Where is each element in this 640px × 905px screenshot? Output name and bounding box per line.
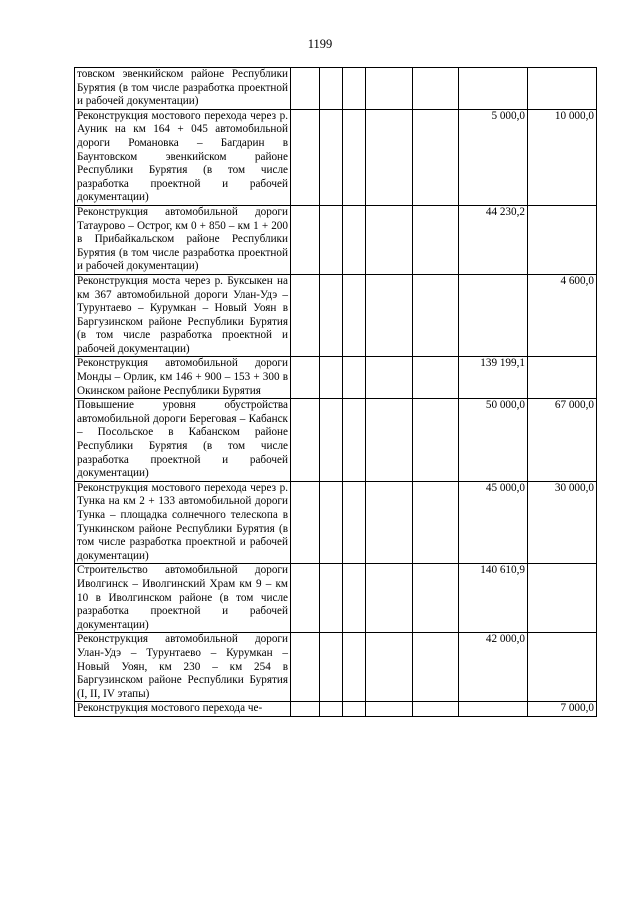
empty-cell — [291, 702, 320, 717]
empty-cell — [343, 399, 366, 482]
value-cell-year-1: 45 000,0 — [459, 481, 528, 564]
empty-cell — [291, 481, 320, 564]
value-cell-year-2 — [528, 68, 597, 110]
empty-cell — [413, 205, 459, 274]
table-row — [75, 564, 597, 633]
empty-cell — [413, 274, 459, 357]
empty-cell — [366, 399, 413, 482]
value-cell-year-2 — [528, 205, 597, 274]
empty-cell — [366, 481, 413, 564]
empty-cell — [413, 702, 459, 717]
empty-cell — [366, 205, 413, 274]
item-name-cell: Реконструкция мостового перехода через р. Ауник на км 164 + 045 автомобильной дороги Романовка – Багдарин в Баунтовском эвенкийском районе Республики Бурятия (в том числе разработка проектной и рабочей документации) — [75, 109, 291, 205]
item-name-cell: Реконструкция мостового перехода че- — [75, 702, 291, 717]
value-cell-year-2 — [528, 357, 597, 399]
table-row — [75, 68, 597, 110]
empty-cell — [320, 357, 343, 399]
empty-cell — [291, 357, 320, 399]
table-row — [75, 481, 597, 564]
value-cell-year-1: 44 230,2 — [459, 205, 528, 274]
empty-cell — [320, 481, 343, 564]
empty-cell — [413, 564, 459, 633]
value-cell-year-1: 50 000,0 — [459, 399, 528, 482]
table-row — [75, 399, 597, 482]
value-cell-year-2 — [528, 564, 597, 633]
empty-cell — [291, 633, 320, 702]
value-cell-year-1: 140 610,9 — [459, 564, 528, 633]
empty-cell — [413, 109, 459, 205]
budget-table — [74, 67, 597, 717]
empty-cell — [320, 702, 343, 717]
empty-cell — [366, 109, 413, 205]
item-name-cell: Повышение уровня обустройства автомобильной дороги Береговая – Кабанск – Посольское в Кабанском районе Республики Бурятия (в том числе разработка проектной и рабочей документации) — [75, 399, 291, 482]
value-cell-year-2: 4 600,0 — [528, 274, 597, 357]
item-name-cell: товском эвенкийском районе Республики Бурятия (в том числе разработка проектной и рабочей документации) — [75, 68, 291, 110]
empty-cell — [366, 633, 413, 702]
empty-cell — [343, 205, 366, 274]
item-name-cell: Реконструкция автомобильной дороги Татаурово – Острог, км 0 + 850 – км 1 + 200 в Прибайкальском районе Республики Бурятия (в том числе разработка проектной и рабочей документации) — [75, 205, 291, 274]
empty-cell — [413, 633, 459, 702]
empty-cell — [291, 109, 320, 205]
empty-cell — [343, 68, 366, 110]
empty-cell — [320, 68, 343, 110]
value-cell-year-1 — [459, 274, 528, 357]
empty-cell — [320, 109, 343, 205]
table-row — [75, 109, 597, 205]
empty-cell — [366, 68, 413, 110]
value-cell-year-1: 42 000,0 — [459, 633, 528, 702]
empty-cell — [291, 274, 320, 357]
value-cell-year-2: 30 000,0 — [528, 481, 597, 564]
empty-cell — [413, 399, 459, 482]
empty-cell — [413, 481, 459, 564]
empty-cell — [291, 399, 320, 482]
empty-cell — [413, 357, 459, 399]
value-cell-year-2: 67 000,0 — [528, 399, 597, 482]
item-name-cell: Строительство автомобильной дороги Иволгинск – Иволгинский Храм км 9 – км 10 в Иволгинском районе (в том числе разработка проектной и рабочей документации) — [75, 564, 291, 633]
empty-cell — [320, 274, 343, 357]
empty-cell — [366, 274, 413, 357]
empty-cell — [343, 357, 366, 399]
empty-cell — [291, 205, 320, 274]
page-number: 1199 — [307, 37, 333, 51]
empty-cell — [320, 633, 343, 702]
empty-cell — [343, 109, 366, 205]
empty-cell — [320, 205, 343, 274]
value-cell-year-2 — [528, 633, 597, 702]
empty-cell — [320, 564, 343, 633]
table-row — [75, 205, 597, 274]
table-row — [75, 357, 597, 399]
empty-cell — [366, 564, 413, 633]
value-cell-year-1 — [459, 702, 528, 717]
item-name-cell: Реконструкция моста через р. Буксыкен на км 367 автомобильной дороги Улан-Удэ – Турунтаево – Курумкан – Новый Уоян в Баргузинском районе Республики Бурятия (в том числе разработка проектной и рабочей документации) — [75, 274, 291, 357]
table-row — [75, 274, 597, 357]
empty-cell — [366, 357, 413, 399]
value-cell-year-1 — [459, 68, 528, 110]
empty-cell — [343, 481, 366, 564]
empty-cell — [320, 399, 343, 482]
empty-cell — [343, 274, 366, 357]
table-row — [75, 702, 597, 717]
value-cell-year-1: 139 199,1 — [459, 357, 528, 399]
empty-cell — [343, 702, 366, 717]
empty-cell — [366, 702, 413, 717]
item-name-cell: Реконструкция автомобильной дороги Улан-Удэ – Турунтаево – Курумкан – Новый Уоян, км 230 – км 254 в Баргузинском районе Республики Бурятия (I, II, IV этапы) — [75, 633, 291, 702]
item-name-cell: Реконструкция мостового перехода через р. Тунка на км 2 + 133 автомобильной дороги Тунка – площадка солнечного телескопа в Тункинском районе Республики Бурятия (в том числе разработка проектной и рабочей документации) — [75, 481, 291, 564]
empty-cell — [343, 633, 366, 702]
empty-cell — [413, 68, 459, 110]
item-name-cell: Реконструкция автомобильной дороги Монды – Орлик, км 146 + 900 – 153 + 300 в Окинском районе Республики Бурятия — [75, 357, 291, 399]
empty-cell — [291, 564, 320, 633]
empty-cell — [291, 68, 320, 110]
value-cell-year-2: 10 000,0 — [528, 109, 597, 205]
empty-cell — [343, 564, 366, 633]
value-cell-year-1: 5 000,0 — [459, 109, 528, 205]
table-row — [75, 633, 597, 702]
value-cell-year-2: 7 000,0 — [528, 702, 597, 717]
